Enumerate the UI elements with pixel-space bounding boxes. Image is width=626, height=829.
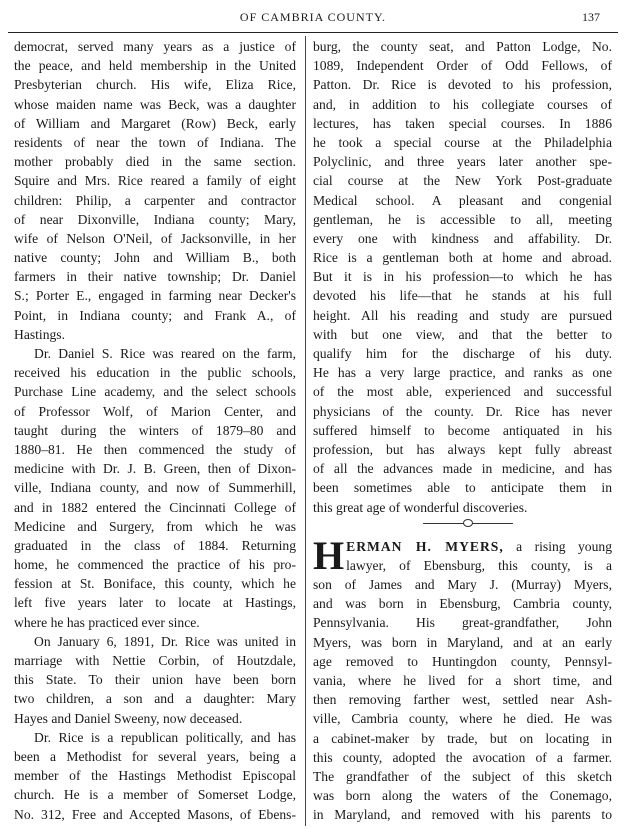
text-line: He has a very large practice, and ranks as one <box>313 365 612 381</box>
text-line: Medical school. A pleasant and congenial <box>313 192 612 208</box>
text-line: Pennsylvania. His great-grandfather, John <box>313 615 612 631</box>
myers-entry-body <box>313 575 612 824</box>
text-line: son of James and Mary J. (Murray) Myers, <box>313 577 612 593</box>
text-line: qualify him for the discharge of his duty. <box>313 346 612 361</box>
text-line: Dr. Daniel S. Rice was reared on the farm, <box>34 346 296 361</box>
myers-first-line <box>313 537 612 556</box>
text-line: then removing farther west, settled near Ash- <box>313 692 612 708</box>
text-line: in Maryland, and removed with his parents to <box>313 807 612 823</box>
text-line: whose maiden name was Beck, was a daughter <box>14 96 296 112</box>
text-line: gentleman, he is accessible to all, meeting <box>313 211 612 227</box>
text-line: children: Philip, a carpenter and contractor <box>14 192 296 208</box>
text-line: Hastings. <box>14 326 65 342</box>
text-line: the peace, and held membership in the United <box>14 58 296 74</box>
text-line: burg, the county seat, and Patton Lodge, No. <box>313 39 612 54</box>
text-line: suffered himself to become antiquated in his <box>313 422 612 438</box>
drop-cap: H <box>313 532 345 578</box>
myers-first-line-text: a rising young <box>503 538 612 554</box>
text-line: Squire and Mrs. Rice reared a family of eight <box>14 173 296 189</box>
text-line: church. He is a member of Somerset Lodge, <box>14 787 296 803</box>
text-line: height. All his reading and study are pursued <box>313 307 612 323</box>
section-separator <box>313 517 612 531</box>
text-line: a cabinet-maker by trade, but on locating in <box>313 730 612 746</box>
text-line: ville, Indiana county, and now of Summerhill, <box>14 480 296 496</box>
text-line: cial course at the New York Post-graduate <box>313 173 612 189</box>
text-line: wife of Nelson O'Neil, of Jacksonville, in her <box>14 230 296 246</box>
text-line: Dr. Rice is a republican politically, and has <box>34 729 296 745</box>
text-line: received his education in the public schools, <box>14 365 296 381</box>
text-line: this great age of wonderful discoveries. <box>313 499 528 515</box>
text-line: 1880–81. He then commenced the study of <box>14 441 296 457</box>
text-line: medicine with Dr. J. B. Green, then of Dixon- <box>14 461 296 477</box>
text-line: of near Dixonville, Indiana county; Mary, <box>14 211 296 227</box>
text-line: of William and Margaret (Row) Beck, early <box>14 115 296 131</box>
text-line: Purchase Line academy, and the select schools <box>14 384 296 400</box>
subject-name: ERMAN H. MYERS, <box>346 538 504 554</box>
text-line: profession, but has always kept fully abreast <box>313 441 612 457</box>
text-line: been sometimes able to anticipate them in <box>313 480 612 496</box>
text-line: he took a special course at the Philadelphia <box>313 134 612 150</box>
running-head <box>0 4 626 32</box>
text-line: taught during the winters of 1879–80 and <box>14 422 296 438</box>
text-line: lectures, has taken special courses. In 1886 <box>313 115 612 131</box>
text-line: where he has practiced ever since. <box>14 614 200 630</box>
text-line: mother probably died in the same section. <box>14 154 296 170</box>
left-column <box>14 37 296 824</box>
text-line: every one with kindness and affability. Dr. <box>313 230 612 246</box>
column-divider <box>305 36 306 826</box>
text-line: was born along the waters of the Conemago, <box>313 788 612 804</box>
text-line: marriage with Nettie Corbin, of Houtzdale, <box>14 653 296 668</box>
text-line: this State. To their union have been born <box>14 672 296 688</box>
text-line: farmers in their native township; Dr. Daniel <box>14 269 296 285</box>
text-line: residents of near the town of Indiana. The <box>14 134 296 150</box>
text-line: Presbyterian church. His wife, Eliza Rice, <box>14 77 296 93</box>
page-number: 137 <box>582 10 600 24</box>
text-line: ville, Cambria county, where he died. He was <box>313 711 612 727</box>
running-head-title: OF CAMBRIA COUNTY. <box>239 10 387 24</box>
text-line: member of the Hastings Methodist Episcopal <box>14 768 296 784</box>
text-line: of all the advances made in medicine, and has <box>313 461 612 477</box>
text-line: home, he commenced the practice of his pro- <box>14 557 296 573</box>
text-line: democrat, served many years as a justice of <box>14 39 296 54</box>
text-line: been a Methodist for several years, being a <box>14 748 296 764</box>
text-line: left five years later to locate at Hastings, <box>14 595 296 611</box>
text-line: native county; John and William B., both <box>14 250 296 266</box>
text-line: age removed to Huntingdon county, Pennsyl- <box>313 653 612 669</box>
text-line: and, in addition to his collegiate courses of <box>313 96 612 112</box>
header-rule <box>8 32 618 33</box>
rice-entry-continuation <box>313 37 612 517</box>
text-line: On January 6, 1891, Dr. Rice was united in <box>34 633 296 649</box>
text-line: of the most able, experienced and successful <box>313 384 612 400</box>
text-line: But it is in his profession—to which he has <box>313 269 612 285</box>
text-line: 1089, Independent Order of Odd Fellows, of <box>313 58 612 74</box>
myers-second-line: lawyer, of Ebensburg, this county, is a <box>346 557 612 573</box>
right-column <box>313 37 612 825</box>
text-line: graduated in the class of 1884. Returning <box>14 537 296 553</box>
text-line: vania, where he lived for a short time, and <box>313 673 612 688</box>
text-line: and in 1882 entered the Cincinnati College of <box>14 499 296 515</box>
text-line: Polyclinic, and three years later another spe- <box>313 154 612 170</box>
text-line: Patton. Dr. Rice is devoted to his profession, <box>313 77 612 93</box>
separator-ornament <box>463 519 473 527</box>
text-line: Medicine and Surgery, from which he was <box>14 518 296 534</box>
text-line: Rice is a gentleman both at home and abroad. <box>313 250 612 266</box>
text-line: physicians of the county. Dr. Rice has never <box>313 403 612 419</box>
text-line: Myers, was born in Maryland, and at an early <box>313 634 612 650</box>
text-line: two children, a son and a daughter: Mary <box>14 691 296 707</box>
text-line: and was born in Ebensburg, Cambria county, <box>313 596 612 612</box>
text-line: this county, adopted the avocation of a farmer. <box>313 749 612 765</box>
text-line: devoted his life—that he stands at his full <box>313 288 612 304</box>
text-line: fession at St. Boniface, this county, which he <box>14 576 296 592</box>
text-line: The grandfather of the subject of this sketch <box>313 768 612 784</box>
text-line: of Professor Wolf, of Marion Center, and <box>14 403 296 419</box>
text-line: No. 312, Free and Accepted Masons, of Ebens- <box>14 806 296 822</box>
text-line: S.; Porter E., engaged in farming near Decker's <box>14 288 296 304</box>
myers-entry <box>313 532 612 825</box>
text-line: with but one view, and that the better to <box>313 326 612 342</box>
text-line: Hayes and Daniel Sweeny, now deceased. <box>14 710 243 726</box>
text-line: Point, in Indiana county; and Frank A., of <box>14 307 296 323</box>
